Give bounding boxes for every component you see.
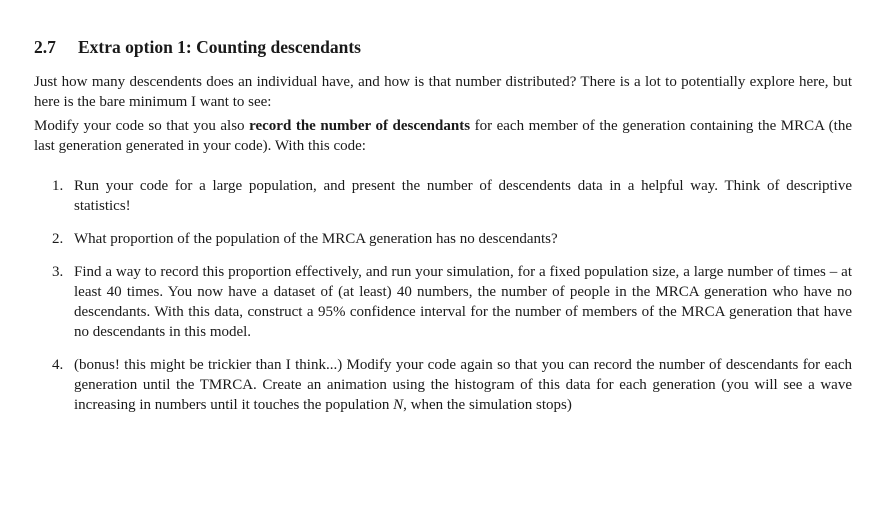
task-text: Run your code for a large population, and present the number of descendents data in a helpful way. Think of descriptive statistics! <box>74 178 852 214</box>
population-variable: N <box>393 397 404 413</box>
intro-paragraph-1: Just how many descendents does an individual have, and how is that number distributed? There is a lot to potentially explore here, but here is the bare minimum I want to see: <box>34 74 852 110</box>
section-number: 2.7 <box>34 37 56 57</box>
task-item-4 <box>34 355 852 415</box>
intro-paragraph-2-emphasis: record the number of descendants <box>249 118 471 134</box>
task-text: What proportion of the population of the MRCA generation has no descendants? <box>74 231 558 247</box>
intro-paragraph-2-end: for each member of the generation containing the MRCA (the last generation generated in your code). With this code: <box>34 118 852 154</box>
task-number: 2. <box>52 231 64 247</box>
task-number: 3. <box>52 264 64 280</box>
task-number: 1. <box>52 178 64 194</box>
task-number: 4. <box>52 357 64 373</box>
task-text: Find a way to record this proportion effectively, and run your simulation, for a fixed population size, a large number of times – at least 40 times. You now have a dataset of (at least) 40 numbers, the number of people in the MRCA generation who have no descendants. With this data, construct a 95% confidence interval for the number of members of the MRCA generation that have no descendants in this model. <box>74 264 852 340</box>
task-text <box>74 357 852 413</box>
task-item-3 <box>34 262 852 342</box>
intro-paragraph-2-start: Modify your code so that you also <box>34 118 250 134</box>
task-text-start: (bonus! this might be trickier than I think...) Modify your code again so that you can record the number of descendants for each generation until the TMRCA. Create an animation using the histogram of this data for each generation (you will see a wave increasing in numbers until it touches the population <box>74 357 852 413</box>
section-title: Extra option 1: Counting descendants <box>78 37 361 57</box>
task-item-1 <box>34 176 852 216</box>
document-page <box>34 36 852 428</box>
task-item-2 <box>34 229 852 249</box>
section-heading <box>34 36 852 58</box>
task-text-end: , when the simulation stops) <box>403 397 572 413</box>
task-list <box>34 176 852 415</box>
intro-paragraph-2 <box>34 116 852 156</box>
